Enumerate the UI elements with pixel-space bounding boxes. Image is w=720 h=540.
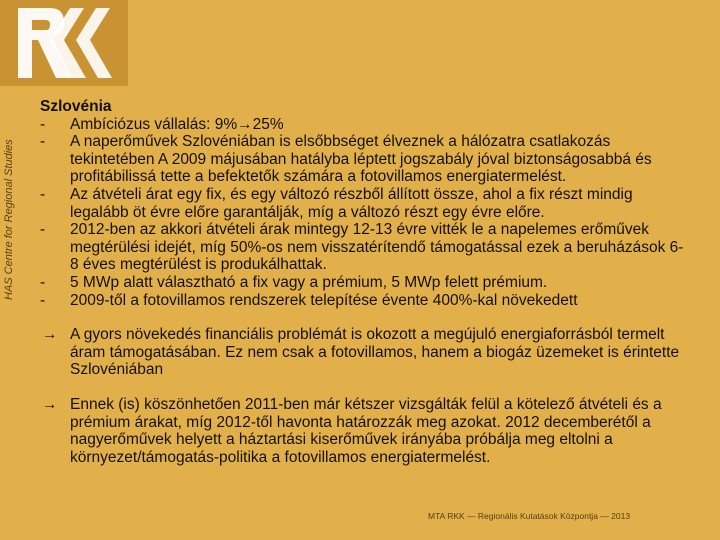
list-item — [40, 292, 690, 310]
bullet-dash: - — [40, 291, 46, 309]
slide-content — [40, 98, 690, 466]
list-item — [40, 221, 690, 274]
bullet-dash: - — [40, 221, 46, 239]
bullet-text: 5 MWp alatt választható a fix vagy a prémium, 5 MWp felett prémium. — [70, 273, 548, 291]
bullet-list — [40, 116, 690, 310]
list-item — [40, 133, 690, 186]
footer-note: MTA RKK — Regionális Kutatások Központja — 2013 — [428, 511, 631, 521]
arrow-icon: → — [42, 395, 58, 413]
paragraph-review — [40, 396, 690, 466]
list-item — [40, 116, 690, 134]
paragraph-financial — [40, 326, 690, 379]
bullet-text: Ambíciózus vállalás: 9%→25% — [70, 115, 284, 133]
slide-heading: Szlovénia — [40, 98, 112, 115]
bullet-dash: - — [40, 273, 46, 291]
bullet-dash: - — [40, 133, 46, 151]
list-item — [40, 274, 690, 292]
institute-vertical-label: HAS Centre for Regional Studies — [3, 139, 15, 300]
paragraph-text: A gyors növekedés financiális problémát is okozott a megújuló energiaforrásból termelt áram támogatásában. Ez nem csak a fotovillamos, hanem a biogáz üzemeket is érintette Szlovéniában — [70, 326, 680, 379]
bullet-text: 2009-től a fotovillamos rendszerek telepítése évente 400%-kal növekedett — [70, 291, 578, 309]
logo — [0, 0, 128, 86]
bullet-text: Az átvételi árat egy fix, és egy változó részből állított össze, ahol a fix részt mindig legalább öt évre előre garantálják, míg a változó részt egy évre előre. — [70, 185, 633, 221]
arrow-icon: → — [42, 326, 58, 344]
bullet-dash: - — [40, 185, 46, 203]
bullet-text: 2012-ben az akkori átvételi árak mintegy 12-13 évre vitték le a napelemes erőművek megtérülési idejét, míg 50%-os nem visszatérítendő támogatással ezek a beruházások 6-8 éves megtérülést is produkálhattak. — [70, 221, 684, 274]
bullet-dash: - — [40, 115, 46, 133]
bullet-text: A naperőművek Szlovéniában is elsőbbséget élveznek a hálózatra csatlakozás tekintetében A 2009 májusában hatályba léptett jogszabály jóval biztonságosabbá és profitábilissá tette a befektetők számára a fotovillamos energiatermelést. — [70, 133, 652, 186]
paragraph-text: Ennek (is) köszönhetően 2011-ben már kétszer vizsgálták felül a kötelező átvételi és a prémium árakat, míg 2012-től havonta határozzák meg azokat. 2012 decemberétől a nagyerőművek helyett a háztartási kiserőművek irányába próbálja meg eltolni a környezet/támogatás-politika a fotovillamos energiatermelést. — [70, 395, 662, 466]
rkk-logo-icon — [0, 0, 128, 86]
list-item — [40, 186, 690, 221]
